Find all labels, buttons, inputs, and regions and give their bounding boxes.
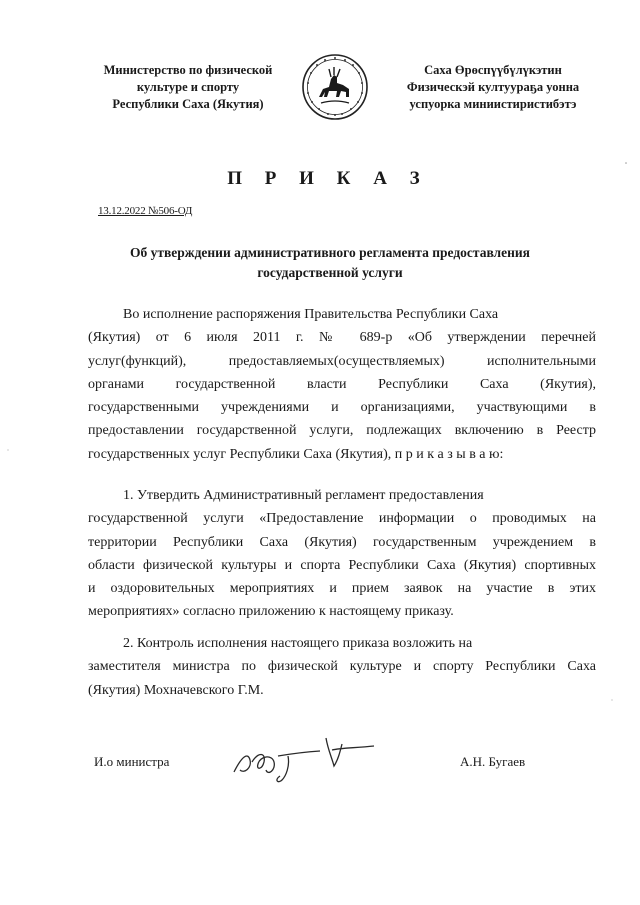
body-line: мероприятиях» согласно приложению к настоящему приказу. (88, 604, 454, 620)
body-line: услуг(функций), предоставляемых(осуществляемых) исполнительными (88, 353, 596, 369)
body-line: органами государственной власти Республики Саха (Якутия), (88, 376, 596, 392)
order-number: 13.12.2022 №506-ОД (98, 205, 193, 217)
header-left-line: Министерство по физической (103, 63, 273, 77)
body-line: государственной услуги «Предоставление информации о проводимых на (88, 511, 596, 527)
body-line: (Якутия) Мохначевского Г.М. (88, 682, 264, 698)
order-item-1 (88, 484, 596, 624)
body-line: государственных услуг Республики Саха (Якутия), п р и к а з ы в а ю: (88, 446, 504, 462)
body-line: заместителя министра по физической культуре и спорту Республики Саха (88, 659, 596, 675)
header-right-line: Саха Өрөспүүбүлүкэтин (424, 63, 562, 77)
body-line: 1. Утвердить Административный регламент предоставления (123, 488, 484, 503)
body-line: (Якутия) от 6 июля 2011 г. № 689-р «Об утверждении перечней (88, 330, 596, 346)
body-line: 2. Контроль исполнения настоящего приказа возложить на (123, 636, 473, 651)
header-left-line: Республики Саха (Якутия) (112, 97, 264, 111)
order-subject (100, 243, 560, 283)
header-right-line: успуорка миниистиристибэтэ (409, 97, 577, 111)
body-line: территории Республики Саха (Якутия) государственным учреждением в (88, 534, 596, 550)
intro-paragraph (88, 303, 596, 466)
order-item-2 (88, 632, 596, 702)
body-line: и оздоровительных мероприятиях и прием заявок на участие в этих (88, 581, 596, 597)
header-left-line: культуре и спорту (136, 80, 240, 94)
body-line: предоставлении государственной услуги, подлежащих включению в Реестр (88, 423, 596, 439)
subject-line: государственной услуги (257, 265, 403, 280)
subject-line: Об утверждении административного регламента предоставления (130, 245, 530, 260)
signer-position: И.о министра (94, 754, 170, 769)
header-right-line: Физическэй култуураҕа уонна (406, 80, 580, 94)
body-line: государственными учреждениями и организациями, участвующими в (88, 400, 596, 416)
signer-name: А.Н. Бугаев (460, 754, 526, 769)
body-line: области физической культуры и спорта Республики Саха (Якутия) спортивных (88, 557, 596, 573)
body-line: Во исполнение распоряжения Правительства Республики Саха (123, 307, 499, 322)
document-title: П Р И К А З (227, 168, 429, 189)
ministry-name-yakut (383, 62, 603, 113)
sakha-emblem-icon (301, 53, 369, 121)
handwritten-signature (228, 726, 388, 786)
ministry-name-russian (78, 62, 298, 113)
